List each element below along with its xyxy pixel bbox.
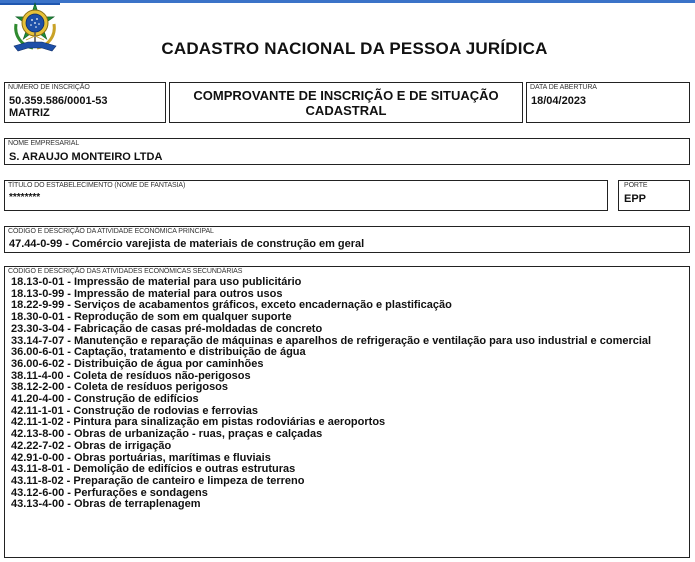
inscricao-box <box>4 82 166 123</box>
document-title: CADASTRO NACIONAL DA PESSOA JURÍDICA <box>161 39 548 58</box>
fantasia-box <box>4 180 608 211</box>
inscricao-number: 50.359.586/0001-53 <box>9 95 108 107</box>
atividade-secundaria-item: 18.13-0-01 - Impressão de material para uso publicitário <box>11 276 302 288</box>
atividade-principal-label: CÓDIGO E DESCRIÇÃO DA ATIVIDADE ECONÔMICA PRINCIPAL <box>8 228 214 235</box>
comprovante-box <box>169 82 523 123</box>
atividade-secundaria-item: 38.12-2-00 - Coleta de resíduos perigosos <box>11 381 229 394</box>
inscricao-type: MATRIZ <box>9 107 50 119</box>
atividade-secundaria-item: 41.20-4-00 - Construção de edifícios <box>11 393 199 406</box>
nome-empresarial-value: S. ARAUJO MONTEIRO LTDA <box>9 151 163 163</box>
atividade-secundaria-item: 23.30-3-04 - Fabricação de casas pré-moldadas de concreto <box>11 322 323 335</box>
fantasia-value: ******** <box>9 192 41 203</box>
atividade-secundaria-item: 43.11-8-01 - Demolição de edifícios e outras estruturas <box>11 463 296 476</box>
atividade-secundaria-item: 18.22-9-99 - Serviços de acabamentos gráficos, exceto encadernação e plastificação <box>11 299 452 312</box>
abertura-box <box>526 82 690 123</box>
atividade-secundaria-item: 18.30-0-01 - Reprodução de som em qualquer suporte <box>11 311 292 324</box>
atividade-secundaria-item: 43.12-6-00 - Perfurações e sondagens <box>11 486 208 499</box>
atividade-secundaria-item: 42.22-7-02 - Obras de irrigação <box>11 439 172 452</box>
abertura-date: 18/04/2023 <box>531 95 587 107</box>
atividade-secundaria-item: 42.11-1-01 - Construção de rodovias e ferrovias <box>11 404 258 417</box>
atividade-secundaria-item: 42.11-1-02 - Pintura para sinalização em pistas rodoviárias e aeroportos <box>11 416 386 429</box>
atividade-principal-value: 47.44-0-99 - Comércio varejista de materiais de construção em geral <box>9 238 365 250</box>
atividade-secundaria-item: 42.13-8-00 - Obras de urbanização - ruas, praças e calçadas <box>11 428 323 441</box>
abertura-label: DATA DE ABERTURA <box>530 84 597 91</box>
comprovante-line1: COMPROVANTE DE INSCRIÇÃO E DE SITUAÇÃO <box>193 88 499 103</box>
top-accent-bar <box>0 0 695 3</box>
inscricao-label: NÚMERO DE INSCRIÇÃO <box>8 84 90 91</box>
porte-value: EPP <box>624 193 647 205</box>
comprovante-line2: CADASTRAL <box>305 103 387 118</box>
fantasia-label: TÍTULO DO ESTABELECIMENTO (NOME DE FANTASIA) <box>8 182 186 189</box>
porte-label: PORTE <box>624 182 648 189</box>
atividade-secundaria-item: 43.11-8-02 - Preparação de canteiro e limpeza de terreno <box>11 474 305 487</box>
atividades-secundarias-box <box>4 266 690 558</box>
nome-empresarial-label: NOME EMPRESARIAL <box>8 140 80 147</box>
atividade-secundaria-item: 18.13-0-99 - Impressão de material para outros usos <box>11 287 283 300</box>
nome-empresarial-box <box>4 138 690 165</box>
atividades-secundarias-label: CÓDIGO E DESCRIÇÃO DAS ATIVIDADES ECONÔMICAS SECUNDÁRIAS <box>8 268 243 275</box>
atividade-secundaria-item: 36.00-6-01 - Captação, tratamento e distribuição de água <box>11 346 306 359</box>
atividade-secundaria-item: 33.14-7-07 - Manutenção e reparação de máquinas e aparelhos de refrigeração e ventilação para uso industrial e comercial <box>11 334 652 347</box>
atividade-secundaria-item: 42.91-0-00 - Obras portuárias, marítimas e fluviais <box>11 451 271 464</box>
atividade-secundaria-item: 36.00-6-02 - Distribuição de água por caminhões <box>11 357 264 370</box>
atividades-secundarias-list <box>11 277 681 511</box>
atividade-secundaria-item: 43.13-4-00 - Obras de terraplenagem <box>11 498 201 511</box>
atividade-secundaria-item: 38.11-4-00 - Coleta de resíduos não-perigosos <box>11 369 251 382</box>
atividade-principal-box <box>4 226 690 253</box>
porte-box <box>618 180 690 211</box>
